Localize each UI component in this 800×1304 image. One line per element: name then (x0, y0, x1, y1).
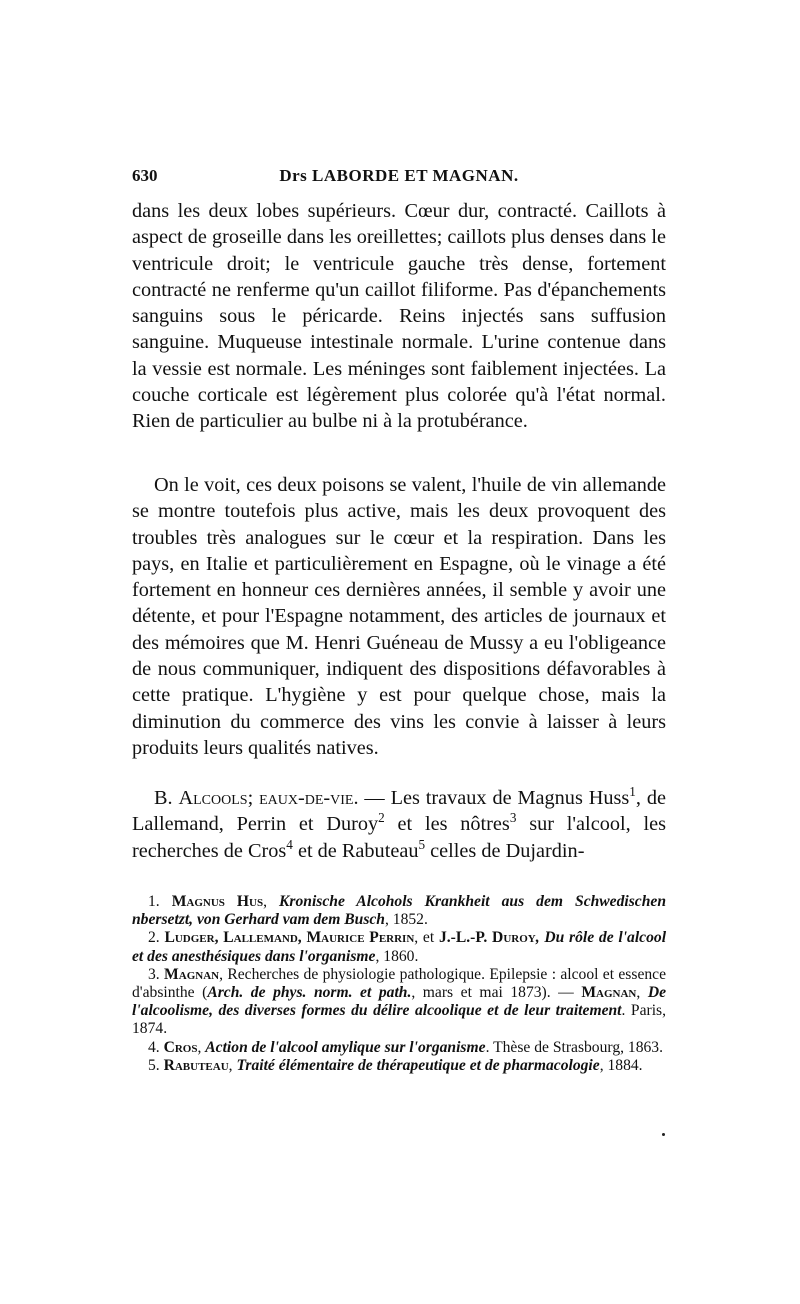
footnote-ref[interactable]: 3 (509, 810, 517, 826)
page-header (132, 166, 666, 196)
footnote-ref[interactable]: 5 (418, 836, 426, 852)
footnote-title: Action de l'alcool amylique sur l'organisme (205, 1038, 486, 1056)
paragraph-alcools-section (132, 785, 666, 864)
paragraph-autopsy-findings: dans les deux lobes supérieurs. Cœur dur, contracté. Caillots à aspect de groseille dans les oreillettes; caillots plus denses dans le ventricule droit; le ventricule gauche très dense, fortement contracté ne renferme qu'un caillot filiforme. Pas d'épanchements sanguins sous le péricarde. Reins injectés sans suffusion sanguine. Muqueuse intestinale normale. L'urine contenue dans la vessie est normale. Les méninges sont faiblement injectées. La couche corticale est légèrement plus colorée qu'à l'état normal. Rien de particulier au bulbe ni à la protubérance. (132, 200, 666, 433)
footnote-title: Traité élémentaire de thérapeutique et de pharmacologie (236, 1056, 600, 1074)
footnote-title: Arch. de phys. norm. et path. (207, 984, 412, 1002)
footnote-separator: , (197, 1038, 206, 1056)
running-head: Drs LABORDE ET MAGNAN. (279, 166, 519, 185)
section-heading: Alcools; eaux-de-vie. (178, 787, 359, 809)
footnote-year: . Paris, 1874. (132, 1002, 666, 1038)
footnote-number: 5. (148, 1056, 164, 1074)
footnote-author: Magnan (164, 965, 220, 983)
footnote-separator: , (228, 1056, 237, 1074)
section-text: sur l'alcool, les recherches de Cros (132, 813, 666, 862)
footnote-2 (132, 929, 666, 965)
footnote-ref[interactable]: 4 (286, 836, 293, 852)
footnote-ref[interactable]: 2 (378, 810, 385, 826)
footnote-number: 2. (148, 929, 165, 947)
section-text: , de Lallemand, Perrin et Duroy (132, 787, 666, 836)
footnote-title: De l'alcoolisme, des diverses formes du délire alcoolique et de leur traitement (132, 984, 666, 1020)
footnote-text: Recherches de physiologie pathologique. Epilepsie : alcool et essence d'absinthe ( (132, 965, 667, 1002)
footnote-year: , 1852. (384, 911, 428, 929)
page-number: 630 (132, 166, 158, 185)
footnote-separator: , (263, 893, 280, 910)
section-text: celles de Dujardin- (425, 839, 585, 862)
section-text: et les nôtres (384, 813, 510, 836)
footnote-author: Cros (163, 1038, 198, 1056)
footnote-number: 3. (148, 965, 165, 983)
footnote-3 (132, 966, 666, 1039)
footnote-separator: , (636, 984, 648, 1002)
footnote-title: , Du rôle de l'alcool et des anesthésiques dans l'organisme (132, 929, 667, 965)
footnote-number: 1. (148, 893, 172, 910)
footnote-author: Ludger, Lallemand, Maurice Perrin (164, 929, 415, 947)
footnote-separator: , (219, 965, 228, 983)
footnote-4 (132, 1039, 666, 1057)
footnote-year: . Thèse de Strasbourg, 1863. (485, 1038, 663, 1056)
footnote-5 (132, 1057, 666, 1075)
footnote-text: , mars et mai 1873). — (411, 984, 582, 1002)
footnote-year: , 1884. (599, 1056, 643, 1074)
footnote-number: 4. (148, 1038, 164, 1056)
footnote-author: J.-L.-P. Duroy (438, 929, 536, 947)
footnote-title: Kronische Alcohols Krankheit aus dem Schwedischen nbersetzt, von Gerhard vam dem Busch (132, 893, 666, 929)
footnote-ref[interactable]: 1 (629, 784, 636, 800)
section-text: — Les travaux de Magnus Huss (358, 787, 630, 809)
print-speck (662, 1133, 665, 1136)
footnote-author: Magnus Hus (171, 893, 264, 910)
section-text: et de Rabuteau (292, 839, 419, 862)
footnotes (132, 893, 666, 1075)
footnote-separator: , et (414, 929, 439, 947)
paragraph-conclusion: On le voit, ces deux poisons se valent, l'huile de vin allemande se montre toutefois plus active, mais les deux provoquent des troubles très analogues sur le cœur et la respiration. Dans les pays, en Italie et particulièrement en Espagne, où le vinage a été fortement en honneur ces dernières années, il semble y avoir une détente, et pour l'Espagne notamment, des articles de journaux et des mémoires que M. Henri Guéneau de Mussy a eu l'obligeance de nous communiquer, indiquent des dispositions défavorables à cette pratique. L'hygiène y est pour quelque chose, mais la diminution du commerce des vins les convie à laisser à leurs produits leurs qualités natives. (132, 474, 666, 759)
footnote-1 (132, 893, 666, 929)
footnote-author: Magnan (581, 984, 637, 1002)
footnote-year: , 1860. (375, 947, 419, 965)
section-letter: B. (154, 787, 179, 809)
footnote-author: Rabuteau (163, 1056, 229, 1074)
